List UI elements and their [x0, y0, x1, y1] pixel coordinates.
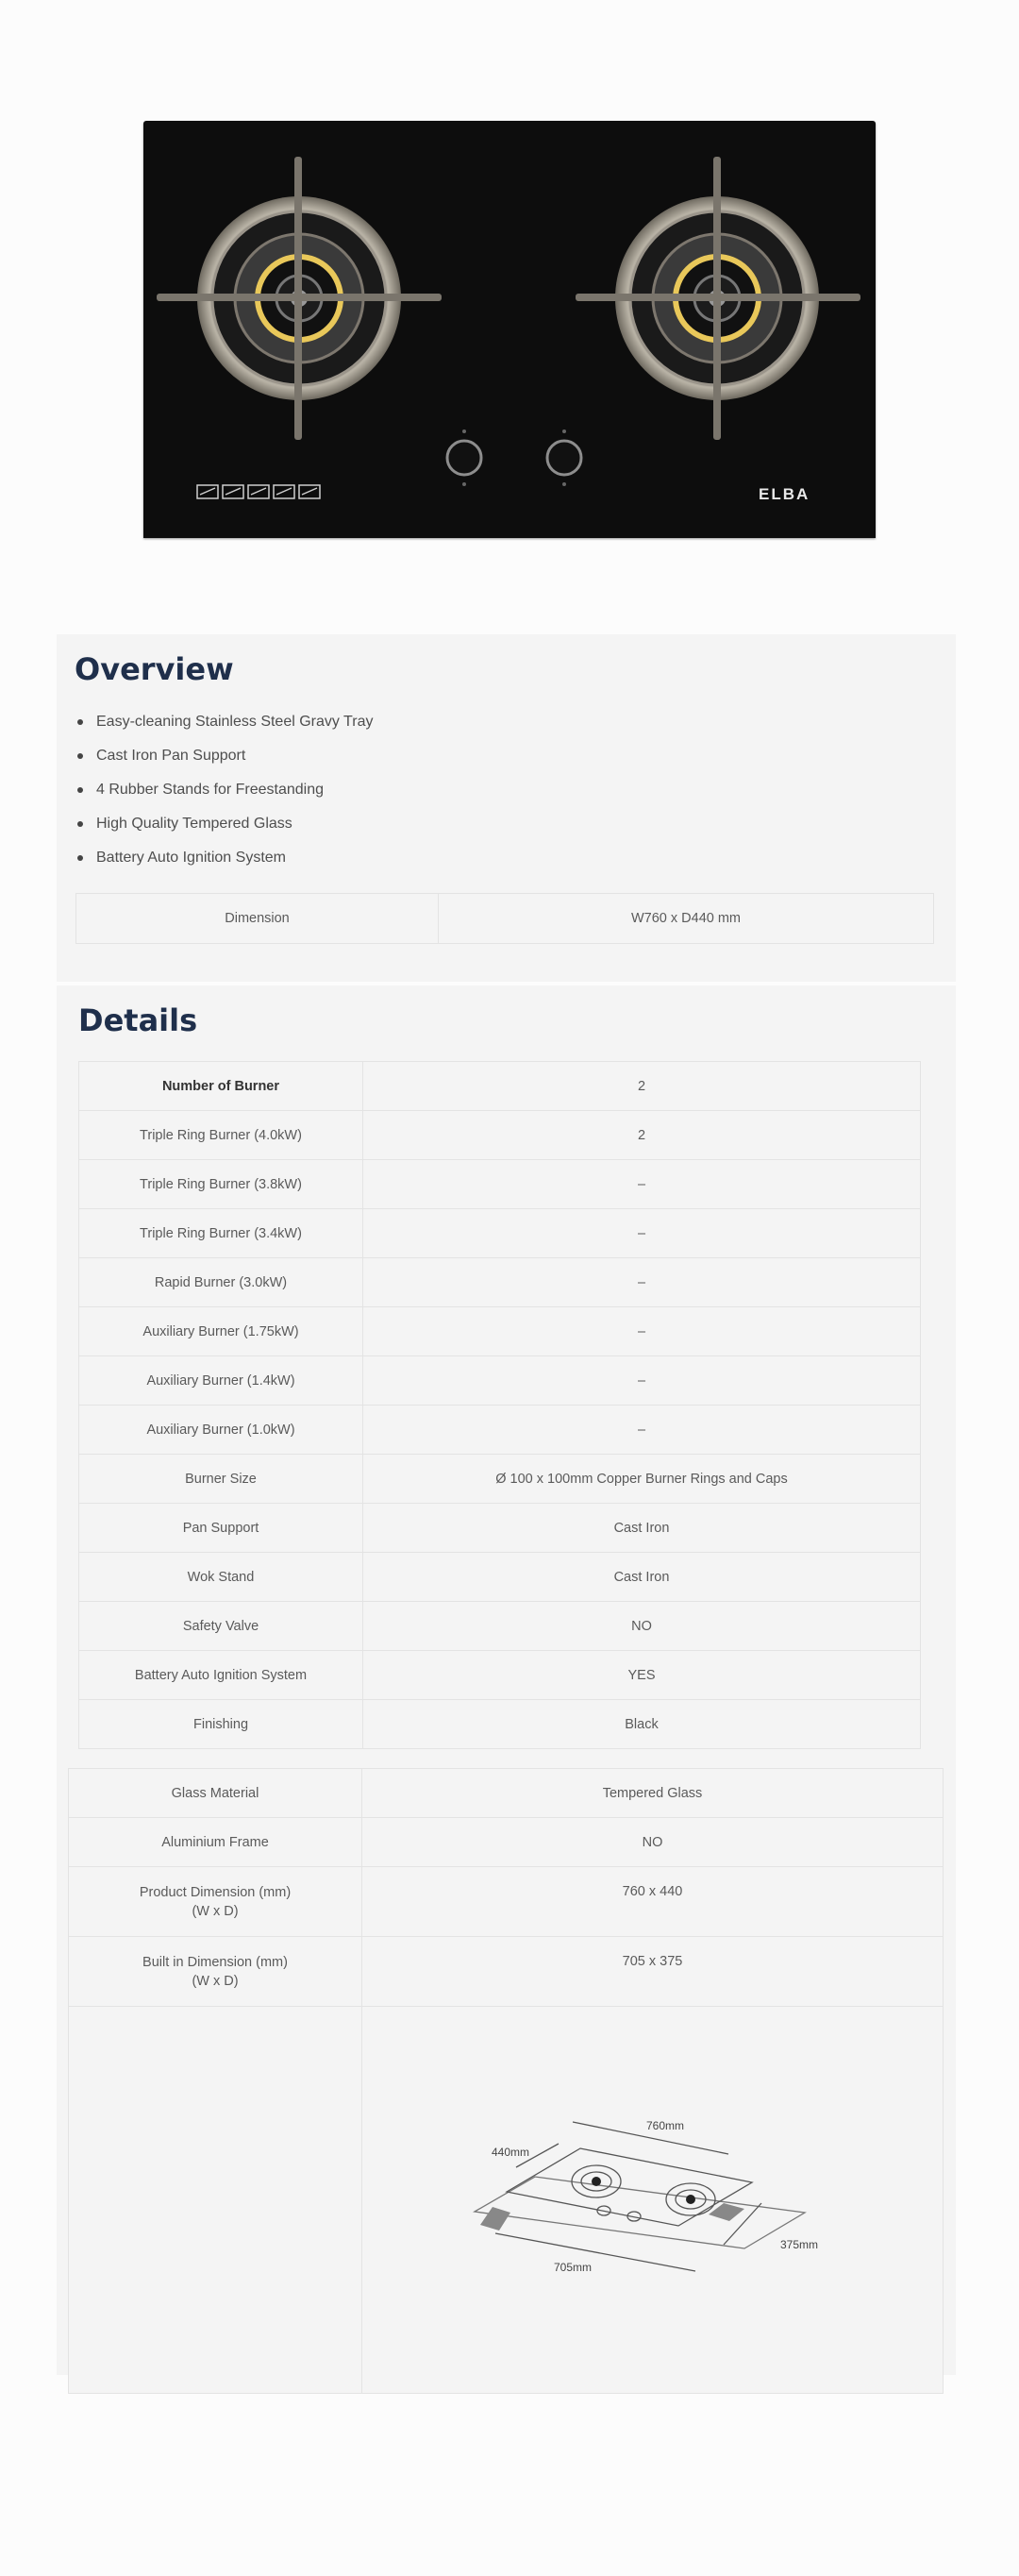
table-row: [79, 1700, 921, 1749]
row-label: Auxiliary Burner (1.75kW): [79, 1307, 363, 1356]
dimension-table: [75, 893, 934, 944]
table-row: [79, 1258, 921, 1307]
row-value: –: [363, 1258, 921, 1307]
table-row: [69, 1818, 944, 1867]
control-knobs: [447, 429, 581, 486]
row-label: [69, 1937, 362, 2007]
list-item: 4 Rubber Stands for Freestanding: [75, 780, 373, 814]
width-label: 760mm: [646, 2119, 685, 2132]
list-item: Easy-cleaning Stainless Steel Gravy Tray: [75, 712, 373, 746]
row-value: Ø 100 x 100mm Copper Burner Rings and Caps: [363, 1455, 921, 1504]
list-item: High Quality Tempered Glass: [75, 814, 373, 848]
brand-logo: ELBA: [759, 485, 810, 503]
row-label: Wok Stand: [79, 1553, 363, 1602]
table-row: [79, 1651, 921, 1700]
cutout-depth-label: 375mm: [780, 2238, 819, 2251]
row-label: Auxiliary Burner (1.0kW): [79, 1406, 363, 1455]
table-row: [69, 1867, 944, 1937]
row-value: –: [363, 1406, 921, 1455]
row-label: Triple Ring Burner (4.0kW): [79, 1111, 363, 1160]
product-image: [143, 121, 876, 538]
row-value: –: [363, 1307, 921, 1356]
right-burner: [576, 157, 860, 440]
row-label-line2: (W x D): [192, 1903, 239, 1919]
details-title: Details: [78, 1002, 198, 1038]
row-label-line1: Product Dimension (mm): [139, 1884, 292, 1900]
row-label: Auxiliary Burner (1.4kW): [79, 1356, 363, 1406]
row-label: Burner Size: [79, 1455, 363, 1504]
table-row: [79, 1553, 921, 1602]
row-value: YES: [363, 1651, 921, 1700]
table-row: [79, 1455, 921, 1504]
row-label: Pan Support: [79, 1504, 363, 1553]
table-row: [69, 1937, 944, 2007]
row-value: NO: [362, 1818, 944, 1867]
feature-list: [75, 712, 373, 882]
table-row: [79, 1209, 921, 1258]
row-label: Safety Valve: [79, 1602, 363, 1651]
overview-title: Overview: [75, 651, 234, 687]
feature-icons: [197, 485, 320, 498]
row-label: Aluminium Frame: [69, 1818, 362, 1867]
table-row: [79, 1602, 921, 1651]
row-label: Number of Burner: [79, 1062, 363, 1111]
row-value: –: [363, 1160, 921, 1209]
row-label-empty: [69, 2007, 362, 2394]
row-label: Battery Auto Ignition System: [79, 1651, 363, 1700]
row-label: Finishing: [79, 1700, 363, 1749]
left-burner: [157, 157, 442, 440]
table-row: [69, 1769, 944, 1818]
row-label: [69, 1867, 362, 1937]
row-label-line1: Built in Dimension (mm): [142, 1954, 288, 1970]
table-row: [79, 1062, 921, 1111]
table-row: [79, 1111, 921, 1160]
row-value: –: [363, 1209, 921, 1258]
row-value: Cast Iron: [363, 1504, 921, 1553]
table-row: [76, 894, 934, 944]
details-table: [78, 1061, 921, 1749]
hob-glass-top: [143, 121, 876, 538]
row-value: 705 x 375: [362, 1937, 944, 2007]
table-row: [79, 1504, 921, 1553]
row-label: Triple Ring Burner (3.4kW): [79, 1209, 363, 1258]
row-value: 2: [363, 1062, 921, 1111]
row-value: Tempered Glass: [362, 1769, 944, 1818]
row-value: 760 x 440: [362, 1867, 944, 1937]
table-row: [79, 1160, 921, 1209]
table-row: [79, 1406, 921, 1455]
row-label: Glass Material: [69, 1769, 362, 1818]
row-value: Black: [363, 1700, 921, 1749]
row-label-line2: (W x D): [192, 1973, 239, 1989]
table-row: [79, 1307, 921, 1356]
depth-label: 440mm: [492, 2146, 530, 2159]
row-label: Triple Ring Burner (3.8kW): [79, 1160, 363, 1209]
row-value: NO: [363, 1602, 921, 1651]
table-row: [79, 1356, 921, 1406]
cutout-width-label: 705mm: [554, 2261, 593, 2274]
list-item: Battery Auto Ignition System: [75, 848, 373, 882]
row-value: –: [363, 1356, 921, 1406]
dimension-label: Dimension: [76, 894, 439, 944]
dimension-value: W760 x D440 mm: [439, 894, 934, 944]
list-item: Cast Iron Pan Support: [75, 746, 373, 780]
dimension-diagram: [469, 2101, 846, 2314]
row-value: Cast Iron: [363, 1553, 921, 1602]
row-label: Rapid Burner (3.0kW): [79, 1258, 363, 1307]
row-value: 2: [363, 1111, 921, 1160]
